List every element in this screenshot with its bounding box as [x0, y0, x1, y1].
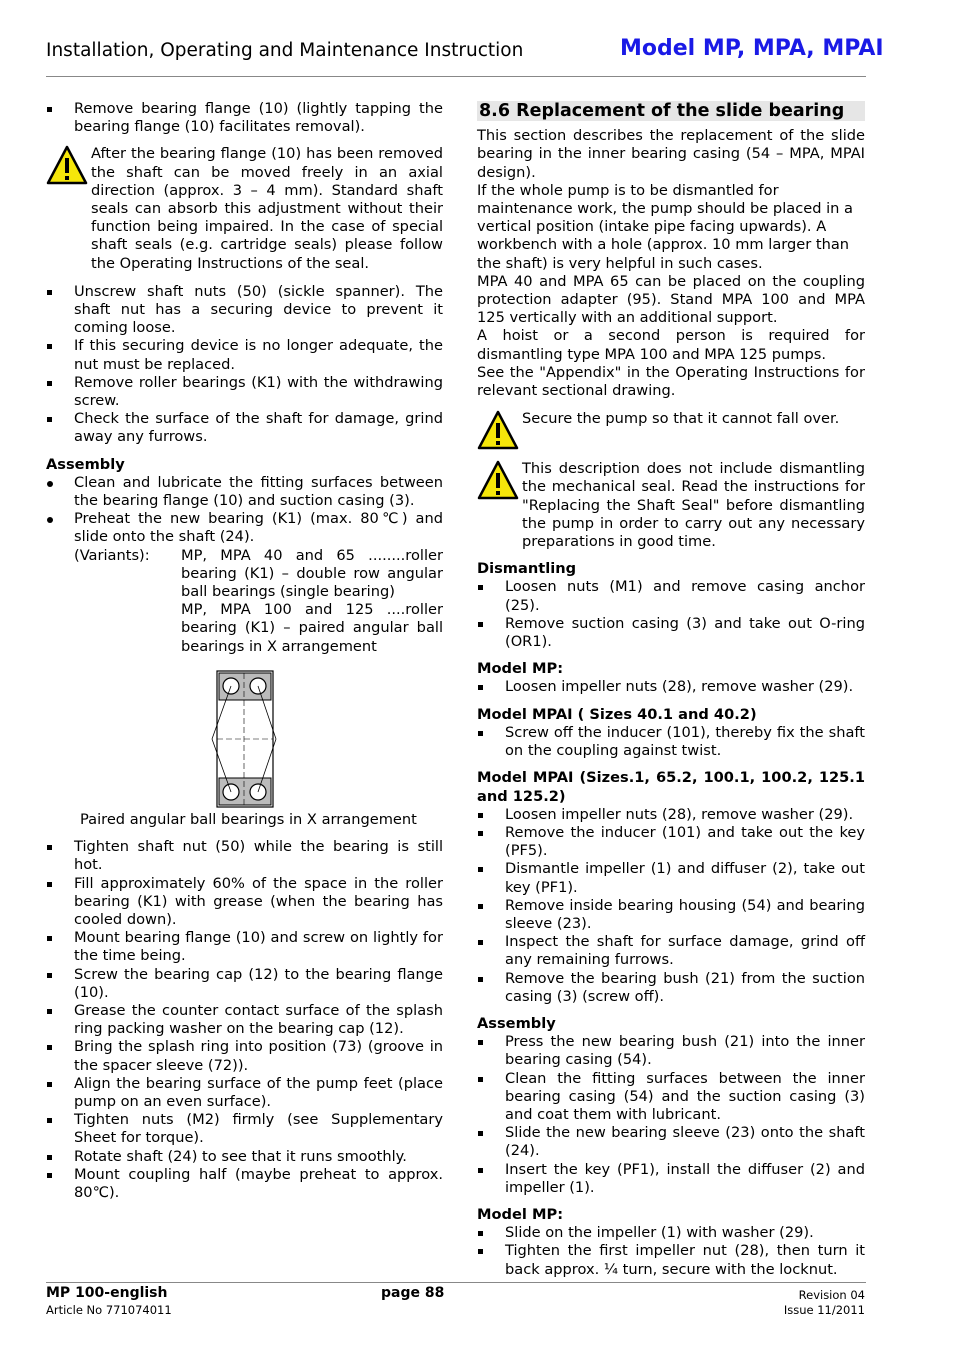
list-item: Loosen impeller nuts (28), remove washer (29).: [477, 678, 865, 696]
list-item: Mount bearing flange (10) and screw on lightly for the time being.: [46, 929, 443, 965]
intro-paragraph: If the whole pump is to be dismantled for maintenance work, the pump should be placed in a vertical position (intake pipe facing upwards). A workbench with a hole (approx. 10 mm larger than the shaft) is very helpful in such cases.: [477, 181, 853, 272]
intro-paragraph: See the "Appendix" in the Operating Instructions for relevant sectional drawing.: [477, 363, 865, 400]
list-item: Remove the bearing bush (21) from the suction casing (3) (screw off).: [477, 970, 865, 1006]
assembly-list-right: [477, 1033, 865, 1197]
warning-text: After the bearing flange (10) has been removed the shaft can be moved freely in an axial direction (approx. 3 – 4 mm). Standard shaft seals can absorb this adjustment without their function being impaired. In the case of special shaft seals (e.g. cartridge seals) please follow the Operating Instructions of the seal.: [91, 145, 443, 272]
dismantling-list: [477, 578, 865, 651]
section-title: 8.6 Replacement of the slide bearing: [477, 101, 865, 121]
model-mpai-large-heading: Model MPAI (Sizes.1, 65.2, 100.1, 100.2, 125.1 and 125.2): [477, 769, 865, 805]
model-title: Model MP, MPA, MPAI: [620, 36, 884, 61]
model-mpai-small-list: [477, 724, 865, 760]
list-item: Remove roller bearings (K1) with the withdrawing screw.: [46, 374, 443, 410]
right-column: [477, 101, 865, 1279]
list-item: Check the surface of the shaft for damage, grind away any furrows.: [46, 410, 443, 446]
intro-paragraph: A hoist or a second person is required for dismantling type MPA 100 and MPA 125 pumps.: [477, 327, 865, 363]
list-item: Tighten shaft nut (50) while the bearing is still hot.: [46, 838, 443, 874]
dismantling-heading: Dismantling: [477, 560, 577, 578]
document-title: Installation, Operating and Maintenance Instruction: [46, 40, 524, 61]
model-mp-assembly-list: [477, 1224, 865, 1279]
warning-note-secure: [477, 410, 865, 452]
bearing-variants: [46, 547, 443, 656]
figure-caption: Paired angular ball bearings in X arrangement: [80, 810, 417, 828]
list-item: Slide on the impeller (1) with washer (29).: [477, 1224, 865, 1242]
list-item: Insert the key (PF1), install the diffuser (2) and impeller (1).: [477, 1161, 865, 1197]
removal-list: [46, 100, 443, 136]
variants-label: (Variants):: [74, 546, 150, 564]
model-mp-heading: Model MP:: [477, 660, 564, 678]
footer-divider: [46, 1282, 866, 1283]
list-item: Press the new bearing bush (21) into the inner bearing casing (54).: [477, 1033, 865, 1069]
footer-revision: Revision 04: [798, 1288, 865, 1302]
list-item: Clean the fitting surfaces between the inner bearing casing (54) and the suction casing (3) and coat them with lubricant.: [477, 1070, 865, 1125]
paired-bearing-drawing: [211, 670, 277, 808]
list-item: Inspect the shaft for surface damage, grind off any remaining furrows.: [477, 933, 865, 969]
list-item: Dismantle impeller (1) and diffuser (2), take out key (PF1).: [477, 860, 865, 896]
variant-1: MP, MPA 40 and 65 ........roller bearing (K1) – double row angular ball bearings (single bearing): [181, 546, 443, 601]
list-item: Screw off the inducer (101), thereby fix the shaft on the coupling against twist.: [477, 724, 865, 760]
footer-issue: Issue 11/2011: [783, 1303, 865, 1317]
list-item: Mount coupling half (maybe preheat to approx. 80℃).: [46, 1166, 443, 1202]
model-mp-assembly-heading: Model MP:: [477, 1205, 564, 1223]
warning-text: Secure the pump so that it cannot fall over.: [522, 410, 840, 428]
footer-article: Article No 771074011: [46, 1303, 172, 1317]
assembly-heading-right: Assembly: [477, 1014, 556, 1032]
model-mp-list: [477, 678, 865, 696]
list-item: Rotate shaft (24) to see that it runs smoothly.: [46, 1148, 443, 1166]
list-item: Tighten nuts (M2) firmly (see Supplementary Sheet for torque).: [46, 1111, 443, 1147]
left-column: [46, 100, 443, 1202]
list-item: Clean and lubricate the fitting surfaces between the bearing flange (10) and suction casing (3).: [46, 474, 443, 510]
list-item: Screw the bearing cap (12) to the bearing flange (10).: [46, 966, 443, 1002]
warning-text: This description does not include dismantling the mechanical seal. Read the instructions for "Replacing the Shaft Seal" before dismantling the pump in order to carry out any necessary preparations in good time.: [522, 460, 865, 551]
footer-page-number: page 88: [381, 1285, 445, 1301]
list-item: Loosen nuts (M1) and remove casing anchor (25).: [477, 578, 865, 614]
variant-2: MP, MPA 100 and 125 ....roller bearing (K1) – paired angular ball bearings in X arrangement: [181, 601, 443, 655]
model-mpai-small-heading: Model MPAI ( Sizes 40.1 and 40.2): [477, 705, 757, 723]
assembly-heading: Assembly: [46, 455, 125, 473]
list-item: Align the bearing surface of the pump feet (place pump on an even surface).: [46, 1075, 443, 1111]
list-item: Preheat the new bearing (K1) (max. 80℃) and slide onto the shaft (24).: [46, 510, 443, 546]
model-mpai-large-list: [477, 806, 865, 1006]
list-item: Bring the splash ring into position (73) (groove in the spacer sleeve (72)).: [46, 1038, 443, 1074]
warning-note-axial: [46, 145, 443, 272]
footer-doc-code: MP 100-english: [46, 1285, 168, 1301]
assembly-list: [46, 474, 443, 547]
list-item: Tighten the first impeller nut (28), then turn it back approx. ¼ turn, secure with the locknut.: [477, 1242, 865, 1278]
intro-paragraph: MPA 40 and MPA 65 can be placed on the coupling protection adapter (95). Stand MPA 100 and MPA 125 vertically with an additional support.: [477, 272, 865, 327]
warning-icon: [477, 410, 519, 450]
warning-icon: [477, 460, 519, 500]
list-item: Remove suction casing (3) and take out O-ring (OR1).: [477, 615, 865, 651]
list-item: Grease the counter contact surface of the splash ring packing washer on the bearing cap (12).: [46, 1002, 443, 1038]
warning-note-seal: [477, 460, 865, 551]
list-item: Unscrew shaft nuts (50) (sickle spanner). The shaft nut has a securing device to prevent it coming loose.: [46, 283, 443, 338]
list-item: Remove inside bearing housing (54) and bearing sleeve (23).: [477, 897, 865, 933]
shaft-nut-list: [46, 283, 443, 447]
warning-icon: [46, 145, 88, 185]
intro-paragraph: This section describes the replacement of the slide bearing in the inner bearing casing (54 – MPA, MPAI design).: [477, 127, 865, 181]
list-item: Loosen impeller nuts (28), remove washer (29).: [477, 806, 865, 824]
list-item: If this securing device is no longer adequate, the nut must be replaced.: [46, 337, 443, 373]
list-item: Fill approximately 60% of the space in the roller bearing (K1) with grease (when the bearing has cooled down).: [46, 875, 443, 930]
header-divider: [46, 76, 866, 77]
bearing-figure: [46, 670, 443, 810]
list-item: Remove the inducer (101) and take out the key (PF5).: [477, 824, 865, 860]
list-item: Slide the new bearing sleeve (23) onto the shaft (24).: [477, 1124, 865, 1160]
mounting-list: [46, 838, 443, 1202]
list-item: Remove bearing flange (10) (lightly tapping the bearing flange (10) facilitates removal).: [46, 100, 443, 136]
